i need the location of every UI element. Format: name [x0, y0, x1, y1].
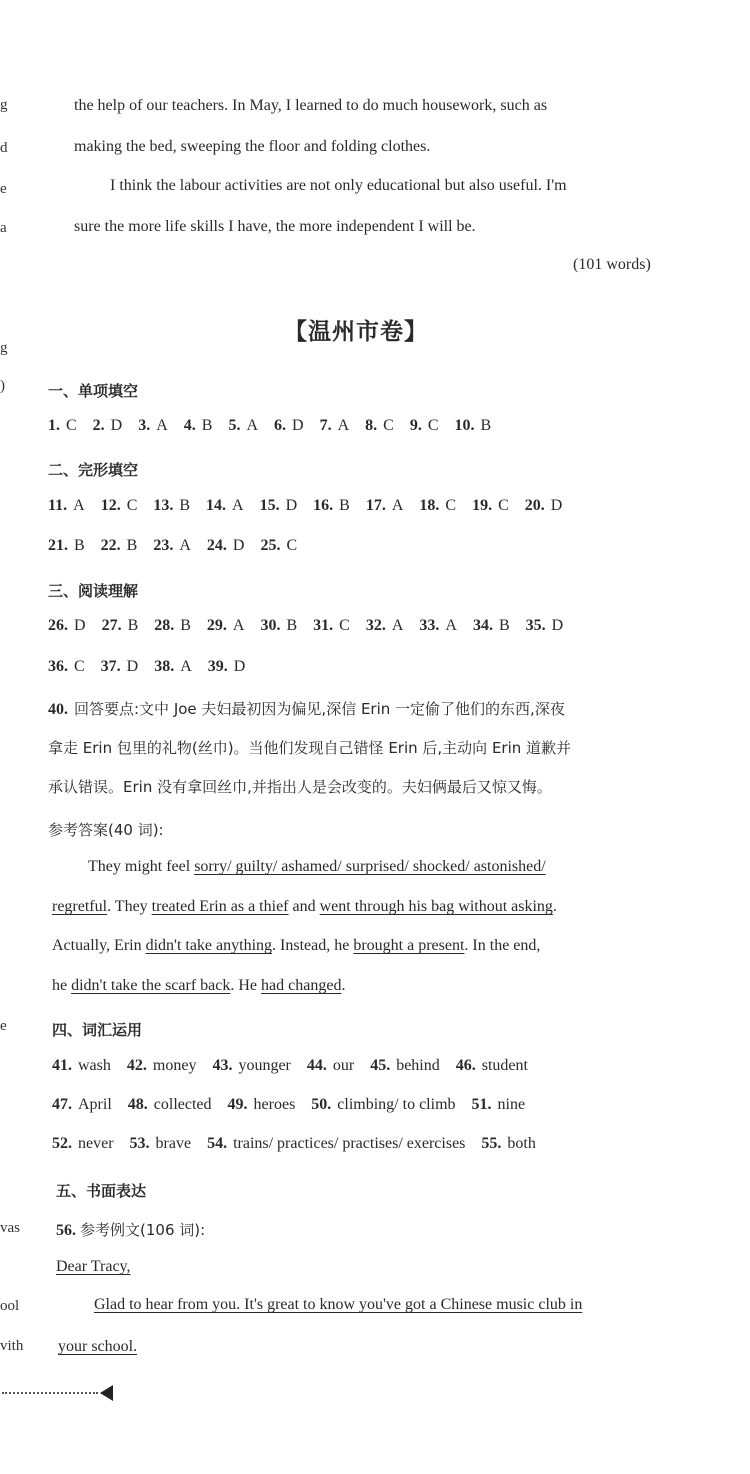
answer-item: 13. B: [153, 497, 191, 514]
letter-line1: Glad to hear from you. It's great to know you've got a Chinese music club in: [94, 1296, 583, 1313]
margin-fragment: vas: [0, 1220, 20, 1236]
answer-item: 20. D: [524, 497, 563, 514]
answer-item: 42. money: [126, 1057, 197, 1074]
part4-answers-row1: [52, 1057, 540, 1075]
q40-text: 回答要点:文中 Joe 夫妇最初因为偏见,深信 Erin 一定偷了他们的东西,深夜: [74, 700, 565, 718]
intro-line: sure the more life skills I have, the more independent I will be.: [74, 218, 476, 235]
dotted-leader: [2, 1392, 98, 1394]
answer-item: 6. D: [274, 417, 304, 434]
part3-answers-row2: [48, 658, 257, 676]
answer-item: 45. behind: [370, 1057, 440, 1074]
answer-item: 12. C: [100, 497, 138, 514]
answer-item: 35. D: [525, 617, 564, 634]
q40-sentence4: he didn't take the scarf back. He had changed.: [52, 977, 346, 994]
q56-label: 56. 参考例文(106 词):: [56, 1221, 206, 1239]
underlined-phrase: regretful: [52, 898, 108, 915]
answer-item: 31. C: [313, 617, 350, 634]
answer-item: 29. A: [206, 617, 245, 634]
answer-item: 41. wash: [52, 1057, 111, 1074]
answer-item: 30. B: [260, 617, 298, 634]
margin-fragment: e: [0, 181, 7, 197]
answer-item: 22. B: [100, 537, 138, 554]
q40-sentence3: Actually, Erin didn't take anything. Instead, he brought a present. In the end,: [52, 937, 541, 954]
letter-greeting: Dear Tracy,: [56, 1258, 131, 1275]
answer-item: 7. A: [319, 417, 350, 434]
answer-item: 43. younger: [212, 1057, 291, 1074]
answer-item: 23. A: [153, 537, 191, 554]
answer-item: 1. C: [48, 417, 77, 434]
answer-item: 38. A: [154, 658, 192, 675]
answer-item: 36. C: [48, 658, 85, 675]
answer-item: 14. A: [206, 497, 244, 514]
answer-item: 3. A: [138, 417, 168, 434]
underlined-phrase: went through his bag without asking: [319, 898, 553, 915]
part4-answers-row3: [52, 1135, 548, 1153]
part4-heading: 四、词汇运用: [52, 1021, 143, 1039]
underlined-phrase: didn't take the scarf back: [71, 977, 231, 994]
answer-item: 10. B: [454, 417, 492, 434]
answer-item: 54. trains/ practices/ practises/ exercises: [207, 1135, 466, 1152]
answer-item: 26. D: [48, 617, 86, 634]
answer-item: 17. A: [365, 497, 404, 514]
answer-item: 47. April: [52, 1096, 112, 1113]
q40-line2: 拿走 Erin 包里的礼物(丝巾)。当他们发现自己错怪 Erin 后,主动向 Erin 道歉并: [48, 739, 572, 757]
margin-fragment: g: [0, 340, 8, 356]
margin-fragment: vith: [0, 1338, 24, 1354]
answer-item: 37. D: [100, 658, 139, 675]
underlined-phrase: didn't take anything: [145, 937, 273, 954]
answer-item: 25. C: [260, 537, 298, 554]
part1-heading: 一、单项填空: [48, 382, 139, 400]
answer-item: 9. C: [409, 417, 439, 434]
part2-answers-row2: [48, 537, 309, 555]
part2-heading: 二、完形填空: [48, 461, 139, 479]
answer-item: 8. C: [365, 417, 394, 434]
answer-item: 4. B: [183, 417, 213, 434]
part3-heading: 三、阅读理解: [48, 582, 139, 600]
q40-sentence2: regretful. They treated Erin as a thief and went through his bag without asking.: [52, 898, 557, 915]
underlined-phrase: brought a present: [353, 937, 465, 954]
answer-item: 19. C: [472, 497, 509, 514]
answer-item: 53. brave: [129, 1135, 192, 1152]
q40-line3: 承认错误。Erin 没有拿回丝巾,并指出人是会改变的。夫妇俩最后又惊又悔。: [48, 778, 552, 796]
underlined-phrase: sorry/ guilty/ ashamed/ surprised/ shocked/ astonished/: [194, 858, 546, 875]
q40-line1: [48, 698, 565, 719]
q40-sentence1: They might feel sorry/ guilty/ ashamed/ surprised/ shocked/ astonished/: [88, 858, 546, 875]
answer-item: 16. B: [313, 497, 350, 514]
answer-item: 46. student: [455, 1057, 528, 1074]
margin-fragment: ): [0, 378, 5, 394]
underlined-phrase: treated Erin as a thief: [151, 898, 289, 915]
answer-item: 32. A: [365, 617, 404, 634]
margin-fragment: d: [0, 140, 8, 156]
part4-answers-row2: [52, 1096, 537, 1114]
answer-item: 51. nine: [471, 1096, 526, 1113]
part2-answers-row1: [48, 497, 574, 515]
answer-item: 50. climbing/ to climb: [311, 1096, 456, 1113]
underlined-phrase: had changed: [261, 977, 342, 994]
answer-item: 5. A: [228, 417, 259, 434]
answer-item: 27. B: [101, 617, 139, 634]
q40-ref-label: 参考答案(40 词):: [48, 821, 164, 839]
margin-fragment: g: [0, 97, 8, 113]
margin-fragment: ool: [0, 1298, 20, 1314]
answer-item: 48. collected: [127, 1096, 212, 1113]
intro-line: I think the labour activities are not only educational but also useful. I'm: [110, 177, 567, 194]
answer-item: 44. our: [306, 1057, 355, 1074]
answer-item: 2. D: [92, 417, 123, 434]
part3-answers-row1: [48, 617, 575, 635]
answer-item: 28. B: [154, 617, 191, 634]
answer-item: 21. B: [48, 537, 85, 554]
letter-line2: your school.: [58, 1338, 138, 1355]
part5-heading: 五、书面表达: [56, 1182, 147, 1200]
answer-item: 49. heroes: [227, 1096, 296, 1113]
answer-item: 11. A: [48, 497, 85, 514]
margin-fragment: a: [0, 220, 7, 236]
left-arrow-icon: [100, 1385, 113, 1401]
intro-line: the help of our teachers. In May, I learned to do much housework, such as: [74, 97, 548, 114]
q40-number: 40.: [48, 701, 68, 718]
answer-item: 52. never: [52, 1135, 114, 1152]
margin-fragment: e: [0, 1018, 7, 1034]
answer-item: 39. D: [207, 658, 246, 675]
answer-item: 34. B: [472, 617, 510, 634]
q56-number: 56.: [56, 1222, 76, 1239]
word-count: (101 words): [573, 256, 651, 273]
intro-line: making the bed, sweeping the floor and folding clothes.: [74, 138, 431, 155]
section-title: 【温州市卷】: [284, 319, 428, 345]
part1-answers: [48, 417, 503, 435]
answer-item: 55. both: [481, 1135, 536, 1152]
answer-item: 24. D: [206, 537, 245, 554]
answer-item: 15. D: [259, 497, 298, 514]
answer-item: 33. A: [419, 617, 457, 634]
answer-item: 18. C: [419, 497, 457, 514]
